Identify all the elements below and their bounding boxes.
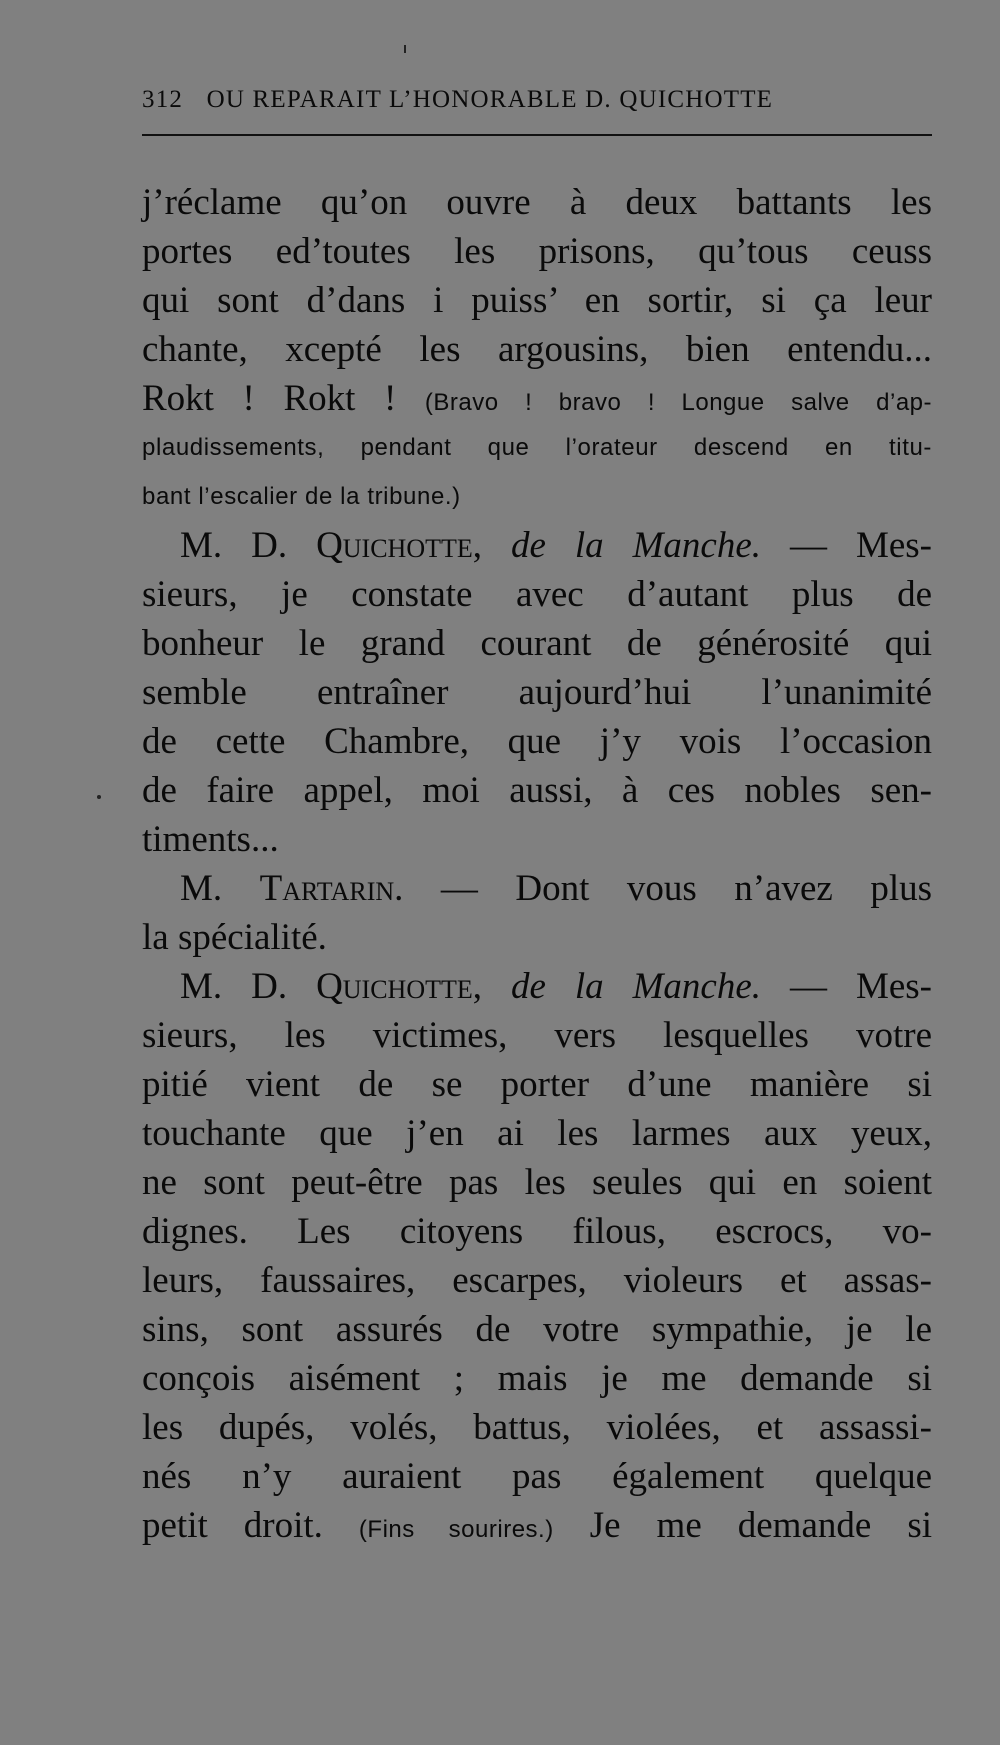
stage-direction-line: plaudissements, pendant que l’orateur descend en titu-	[142, 434, 932, 461]
text-line: la spécialité.	[142, 917, 327, 958]
text-line: qui sont d’dans i puiss’ en sortir, si ça leur	[142, 280, 932, 321]
speech-text: — Mes-	[790, 525, 933, 566]
body-text	[142, 178, 932, 1550]
speaker-name: Quichotte	[316, 525, 473, 566]
text-line: portes ed’toutes les prisons, qu’tous ceuss	[142, 231, 932, 272]
stage-direction-line: bant l’escalier de la tribune.)	[142, 483, 461, 510]
text-line: bonheur le grand courant de générosité qui	[142, 623, 932, 664]
print-speck	[97, 795, 101, 799]
text-line: les dupés, volés, battus, violées, et assassi-	[142, 1407, 932, 1448]
text-line: touchante que j’en ai les larmes aux yeux,	[142, 1113, 932, 1154]
speaker-prefix: M. D.	[180, 525, 288, 566]
speech-text: Rokt ! Rokt !	[142, 378, 397, 419]
text-line: timents...	[142, 819, 279, 860]
speech-text: — Mes-	[790, 966, 933, 1007]
text-line: de cette Chambre, que j’y vois l’occasion	[142, 721, 932, 762]
speech-text: . — Dont vous n’avez plus	[394, 868, 932, 909]
stage-direction: (Fins sourires.)	[358, 1516, 554, 1543]
speaker-name: Tartarin	[259, 868, 395, 909]
speaker-line	[142, 864, 932, 913]
speaker-comma: ,	[472, 966, 483, 1007]
speaker-district: de la Manche.	[510, 966, 762, 1007]
running-title: OU REPARAIT L’HONORABLE D. QUICHOTTE	[206, 86, 774, 113]
speaker-prefix: M. D.	[180, 966, 288, 1007]
text-line: chante, xcepté les argousins, bien entendu...	[142, 329, 932, 370]
text-line: nés n’y auraient pas également quelque	[142, 1456, 932, 1497]
speaker-comma: ,	[472, 525, 483, 566]
text-line: de faire appel, moi aussi, à ces nobles sen-	[142, 770, 932, 811]
text-line: sieurs, je constate avec d’autant plus de	[142, 574, 932, 615]
speaker-line	[142, 521, 932, 570]
text-line: semble entraîner aujourd’hui l’unanimité	[142, 672, 932, 713]
text-line: dignes. Les citoyens filous, escrocs, vo-	[142, 1211, 932, 1252]
speaker-district: de la Manche.	[510, 525, 762, 566]
text-line: j’réclame qu’on ouvre à deux battants les	[142, 182, 932, 223]
text-line: leurs, faussaires, escarpes, violeurs et assas-	[142, 1260, 932, 1301]
text-line	[142, 374, 932, 423]
running-head	[142, 86, 932, 114]
text-line: ne sont peut-être pas les seules qui en soient	[142, 1162, 932, 1203]
header-rule	[142, 134, 932, 136]
stage-direction: (Bravo ! bravo ! Longue salve d’ap-	[424, 389, 933, 416]
text-line	[142, 1501, 932, 1550]
speech-text: Je me demande si	[589, 1505, 932, 1546]
speaker-line	[142, 962, 932, 1011]
speech-text: petit droit.	[142, 1505, 323, 1546]
page-number: 312	[142, 86, 184, 113]
text-line: conçois aisément ; mais je me demande si	[142, 1358, 932, 1399]
speaker-name: Quichotte	[316, 966, 473, 1007]
speaker-prefix: M.	[180, 868, 223, 909]
text-line: pitié vient de se porter d’une manière si	[142, 1064, 932, 1105]
text-line: sieurs, les victimes, vers lesquelles votre	[142, 1015, 932, 1056]
print-speck	[404, 45, 406, 53]
text-line: sins, sont assurés de votre sympathie, je le	[142, 1309, 932, 1350]
